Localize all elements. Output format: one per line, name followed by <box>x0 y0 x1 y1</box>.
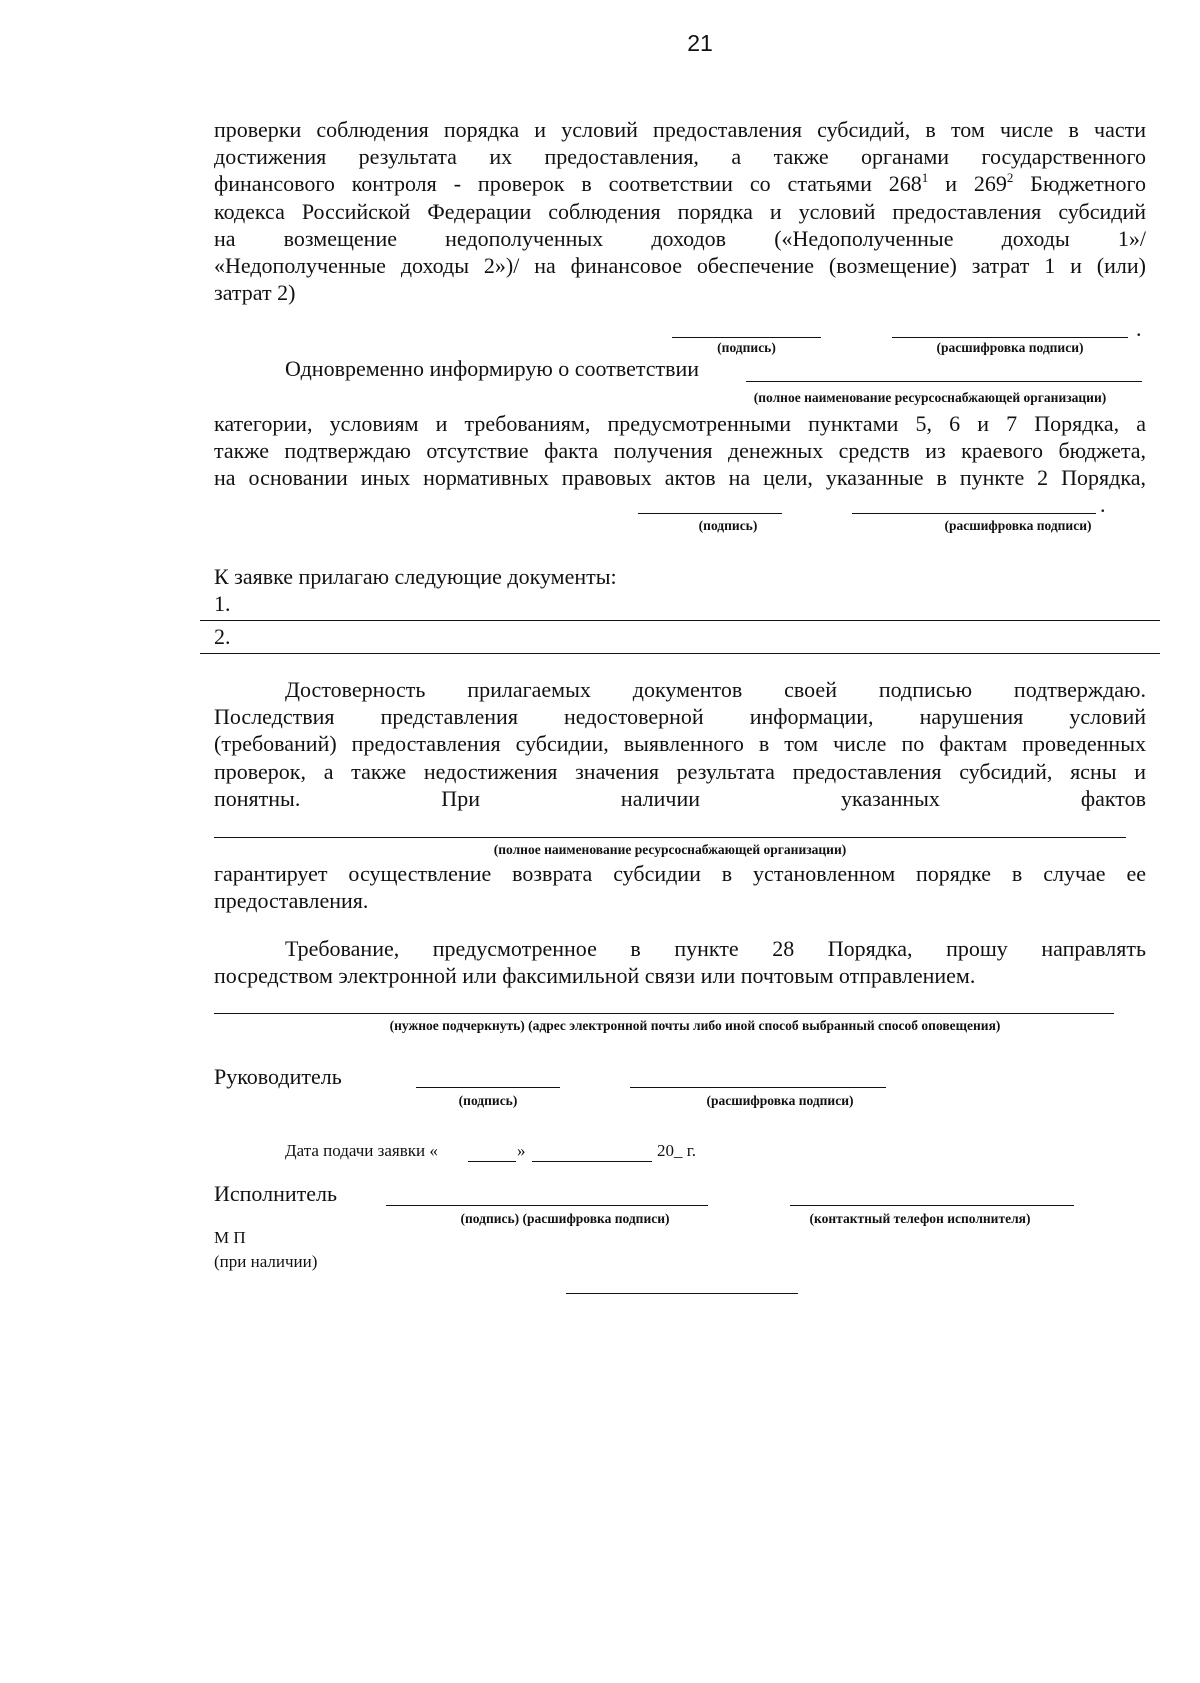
para1-line-3 <box>214 170 1146 197</box>
date-month-line <box>532 1161 652 1162</box>
executor-label: Исполнитель <box>214 1181 338 1206</box>
para1-line-6: «Недополученные доходы 2»)/ на финансовое обеспечение (возмещение) затрат 1 и (или) <box>214 253 1146 279</box>
para3-after-1: гарантирует осуществление возврата субсидии в установленном порядке в случае ее <box>214 861 1146 886</box>
para1-line-2: достижения результата их предоставления, а также органами государственного <box>214 144 1146 170</box>
attachments-heading: К заявке прилагаю следующие документы: <box>214 564 617 589</box>
para4-line-2: посредством электронной или факсимильной связи или почтовым отправлением. <box>214 963 976 989</box>
sig1-decode-caption: (расшифровка подписи) <box>936 340 1084 355</box>
notification-caption: (нужное подчеркнуть) (адрес электронной почты либо иной способ выбранный способ оповещения) <box>389 1018 1001 1033</box>
paragraph-inform <box>214 410 1146 492</box>
decode-line-2 <box>852 513 1096 514</box>
executor-signature-line <box>386 1205 708 1206</box>
attachment-line-1 <box>200 620 1160 621</box>
sig1-dot: . <box>1136 316 1142 341</box>
paragraph-guarantee <box>214 860 1146 914</box>
executor-sign-caption: (подпись) (расшифровка подписи) <box>460 1211 670 1226</box>
paragraph-reliability <box>214 676 1146 812</box>
paragraph-notification <box>214 935 1146 989</box>
stamp-note: (при наличии) <box>214 1252 318 1271</box>
inform-line-1: категории, условиям и требованиям, предусмотренными пунктами 5, 6 и 7 Порядка, а <box>214 411 1146 436</box>
sig2-decode-caption: (расшифровка подписи) <box>944 518 1092 533</box>
para3-line-3: (требований) предоставления субсидии, выявленного в том числе по фактам проведенных <box>214 731 1146 757</box>
para3-line-4: проверок, а также недостижения значения результата предоставления субсидий, ясны и <box>214 758 1146 784</box>
attachment-item-2-number: 2. <box>214 624 231 649</box>
para3-org-caption: (полное наименование ресурсоснабжающей организации) <box>493 842 847 857</box>
para1-line-1: проверки соблюдения порядка и условий предоставления субсидий, в том числе в части <box>214 117 1146 142</box>
head-signature-line <box>416 1087 560 1088</box>
para1-line-3-text: финансового контроля - проверок в соответствии со статьями 268 <box>214 171 922 197</box>
date-quote-close: » <box>517 1141 526 1160</box>
signature-line-2 <box>638 513 782 514</box>
attachment-item-1-number: 1. <box>214 591 231 616</box>
attachment-line-2 <box>200 653 1160 654</box>
notification-line <box>214 1013 1114 1014</box>
para1-line-5: на возмещение недополученных доходов («Недополученные доходы 1»/ <box>214 225 1146 251</box>
para1-sup-2: 2 <box>1006 170 1014 186</box>
para3-line-2: Последствия представления недостоверной информации, нарушения условий <box>214 704 1146 730</box>
executor-phone-line <box>790 1205 1074 1206</box>
date-label: Дата подачи заявки « <box>285 1141 438 1160</box>
sig2-sign-caption: (подпись) <box>698 518 758 533</box>
para1-sup-1: 1 <box>921 170 929 186</box>
inform-lead: Одновременно информирую о соответствии <box>285 356 700 381</box>
head-label: Руководитель <box>214 1064 342 1089</box>
date-year: 20_ г. <box>657 1141 697 1160</box>
para1-tail: Бюджетного <box>1013 171 1146 197</box>
head-sign-caption: (подпись) <box>458 1093 518 1108</box>
inform-line-3: на основании иных нормативных правовых актов на цели, указанные в пункте 2 Порядка, <box>214 465 1146 491</box>
para3-line-5: понятны. При наличии указанных фактов <box>214 785 1146 811</box>
closing-rule <box>566 1293 798 1294</box>
para4-line-1: Требование, предусмотренное в пункте 28 Порядка, прошу направлять <box>285 936 1146 961</box>
para1-line-7: затрат 2) <box>214 280 296 306</box>
inform-org-caption: (полное наименование ресурсоснабжающей организации) <box>753 390 1107 405</box>
inform-org-line <box>746 381 1142 382</box>
para3-line-1: Достоверность прилагаемых документов своей подписью подтверждаю. <box>285 677 1146 702</box>
date-day-line <box>468 1161 516 1162</box>
para3-org-line <box>214 837 1126 838</box>
page-number: 21 <box>687 30 713 56</box>
head-decode-line <box>630 1087 886 1088</box>
head-decode-caption: (расшифровка подписи) <box>706 1093 854 1108</box>
decode-line-1 <box>892 337 1128 338</box>
stamp-mp: М П <box>214 1228 246 1247</box>
para1-line-4: кодекса Российской Федерации соблюдения порядка и условий предоставления субсидий <box>214 198 1146 224</box>
sig2-dot: . <box>1100 492 1106 517</box>
sig1-sign-caption: (подпись) <box>717 340 776 355</box>
executor-phone-caption: (контактный телефон исполнителя) <box>809 1211 1031 1226</box>
para1-mid: и 269 <box>928 171 1007 197</box>
paragraph-verification <box>214 116 1146 306</box>
para3-after-2: предоставления. <box>214 888 369 914</box>
signature-line-1 <box>672 337 821 338</box>
inform-line-2: также подтверждаю отсутствие факта получения денежных средств из краевого бюджета, <box>214 438 1146 464</box>
